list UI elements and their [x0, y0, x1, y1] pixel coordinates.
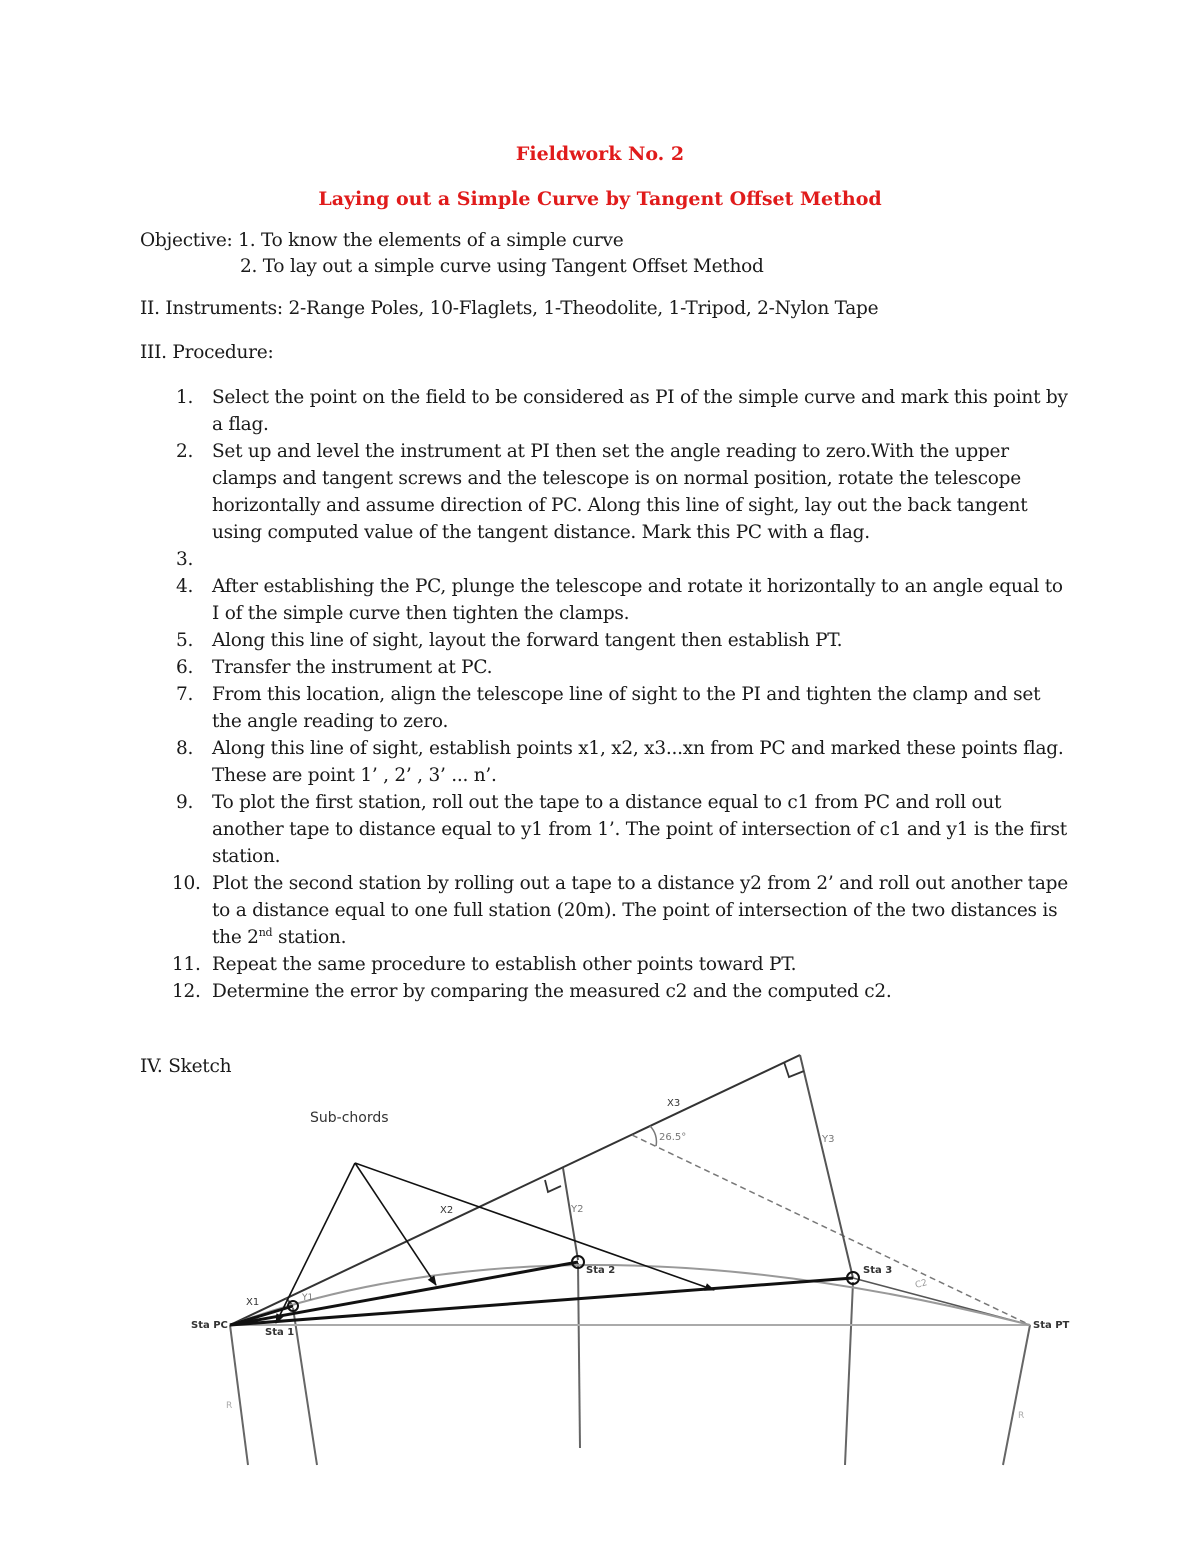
radius-line-pt — [1003, 1325, 1030, 1465]
label-x3: X3 — [667, 1098, 681, 1109]
right-angle-mark-2 — [545, 1180, 561, 1192]
label-sta-pt: Sta PT — [1033, 1320, 1070, 1331]
label-sub-chords: Sub-chords — [310, 1110, 389, 1126]
objective-line-1: Objective: 1. To know the elements of a simple curve — [140, 230, 624, 251]
step-text: To plot the first station, roll out the tape to a distance equal to c1 from PC and roll out another tape to distance equal to y1 from 1’. The point of intersection of c1 and y1 is the first station. — [212, 792, 1067, 867]
label-sta2: Sta 2 — [586, 1265, 616, 1276]
document-subtitle: Laying out a Simple Curve by Tangent Offset Method — [318, 188, 882, 210]
label-sta1: Sta 1 — [265, 1327, 295, 1338]
pointer-arrow-2 — [355, 1163, 436, 1285]
step-text: From this location, align the telescope line of sight to the PI and tighten the clamp and set the angle reading to zero. — [212, 684, 1041, 732]
chord-pc-sta3 — [230, 1278, 853, 1325]
step-number: 3. — [176, 549, 194, 570]
step-number: 8. — [176, 738, 194, 759]
back-tangent — [230, 1055, 800, 1325]
forward-tangent — [632, 1135, 1030, 1325]
step-text: After establishing the PC, plunge the telescope and rotate it horizontally to an angle equal to I of the simple curve then tighten the clamps. — [212, 576, 1063, 624]
label-y2: Y2 — [571, 1204, 584, 1215]
step-text-superscript: nd — [258, 925, 273, 939]
offset-y3 — [800, 1055, 853, 1278]
step-text: Along this line of sight, establish points x1, x2, x3...xn from PC and marked these points flag. These are point 1’ , 2’ , 3’ ... n’. — [212, 738, 1064, 786]
objective-line-2: 2. To lay out a simple curve using Tangent Offset Method — [240, 256, 764, 277]
step-text: Set up and level the instrument at PI then set the angle reading to zero.With the upper clamps and tangent screws and the telescope is on normal position, rotate the telescope horizontally and assume direction of PC. Along this line of sight, lay out the back tangent using computed value of the tangent distance. Mark this PC with a flag. — [212, 441, 1028, 543]
label-y3: Y3 — [822, 1134, 835, 1145]
right-angle-mark-3 — [784, 1062, 804, 1077]
step-number: 4. — [176, 576, 194, 597]
label-radius-left: R — [226, 1401, 233, 1411]
procedure-heading: III. Procedure: — [140, 342, 274, 363]
step-number: 7. — [176, 684, 194, 705]
label-sta3: Sta 3 — [863, 1265, 893, 1276]
label-x2: X2 — [440, 1205, 454, 1216]
sketch-heading: IV. Sketch — [140, 1056, 232, 1077]
radius-line-sta1 — [293, 1308, 317, 1465]
step-number: 11. — [172, 954, 201, 975]
step-text: Along this line of sight, layout the forward tangent then establish PT. — [212, 630, 843, 651]
step-number: 6. — [176, 657, 194, 678]
radius-line-sta3 — [845, 1282, 853, 1465]
step-number: 10. — [172, 873, 201, 894]
label-sta-pc: Sta PC — [191, 1320, 228, 1331]
step-text: Determine the error by comparing the measured c2 and the computed c2. — [212, 981, 892, 1002]
label-y1: Y1 — [302, 1293, 314, 1303]
label-x1: X1 — [246, 1297, 260, 1308]
step-text-end: station. — [272, 927, 347, 948]
label-c2: C2 — [914, 1278, 929, 1291]
step-number: 2. — [176, 441, 194, 462]
step-number: 1. — [176, 387, 194, 408]
step-number: 12. — [172, 981, 201, 1002]
step-number: 9. — [176, 792, 194, 813]
instruments-line: II. Instruments: 2-Range Poles, 10-Flaglets, 1-Theodolite, 1-Tripod, 2-Nylon Tape — [140, 298, 879, 319]
angle-arc — [650, 1126, 656, 1146]
document-title: Fieldwork No. 2 — [515, 143, 685, 165]
radius-line-pc — [230, 1325, 248, 1465]
step-text: Plot the second station by rolling out a tape to a distance y2 from 2’ and roll out another tape to a distance equal to one full station (20m). The point of intersection of the two distances is the 2 — [212, 873, 1068, 948]
label-angle: 26.5° — [659, 1132, 687, 1143]
step-number: 5. — [176, 630, 194, 651]
chord-pc-sta2 — [230, 1262, 578, 1325]
radius-line-sta2 — [578, 1263, 580, 1448]
step-text: Repeat the same procedure to establish other points toward PT. — [212, 954, 797, 975]
step-text: Select the point on the field to be considered as PI of the simple curve and mark this point by a flag. — [212, 387, 1068, 435]
label-radius-right: R — [1018, 1411, 1025, 1421]
step-text: Transfer the instrument at PC. — [212, 657, 493, 678]
